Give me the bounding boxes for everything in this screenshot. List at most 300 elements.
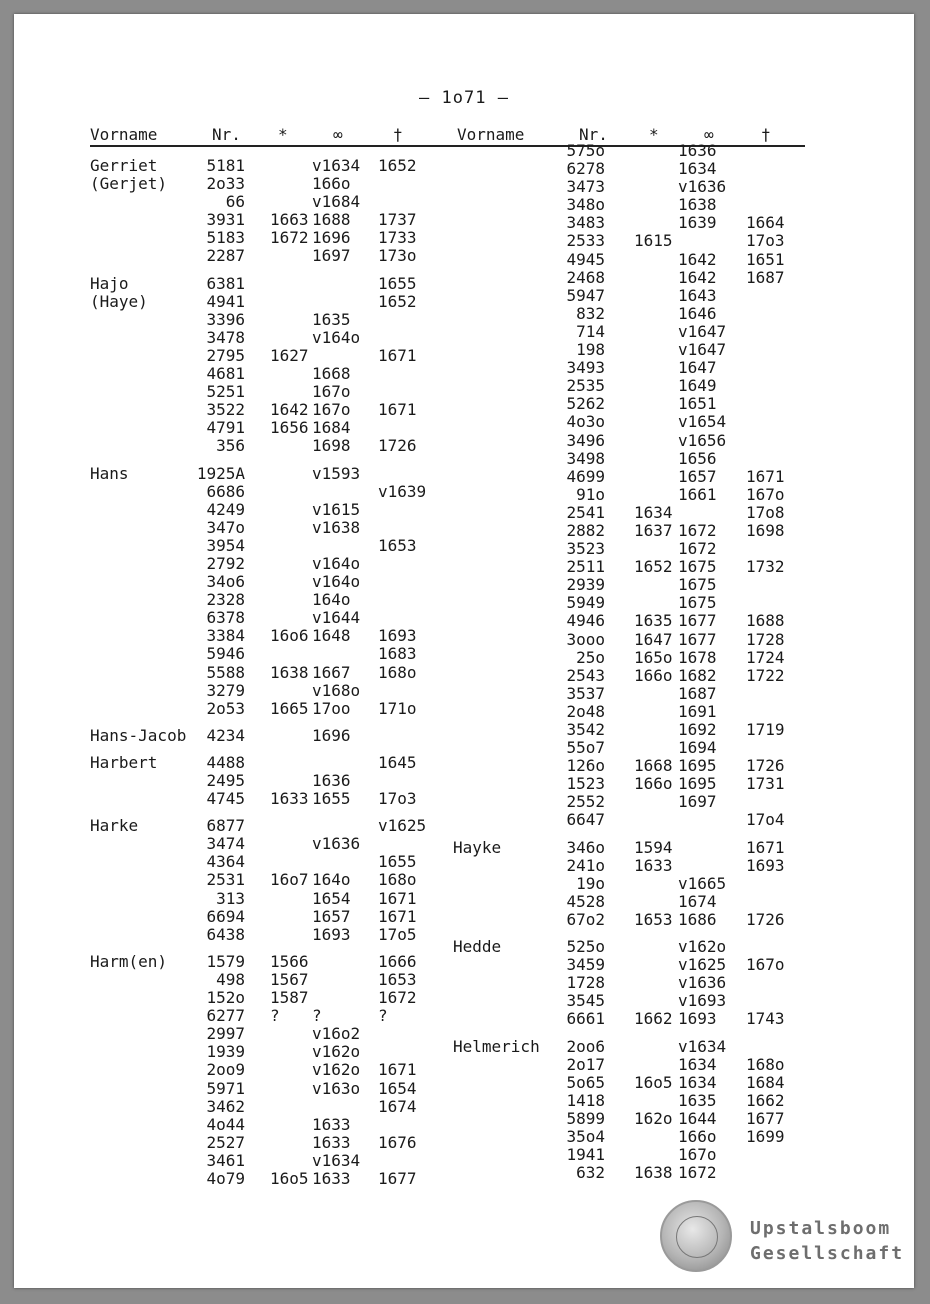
cell-death: 1666	[378, 951, 417, 971]
cell-marriage: v1644	[312, 608, 361, 628]
cell-nr: 2882	[566, 520, 605, 540]
cell-death: 1652	[378, 291, 417, 311]
header-death: †	[393, 125, 403, 144]
cell-marriage: 1635	[312, 309, 351, 329]
table-row	[453, 214, 813, 232]
cell-marriage: 1677	[678, 629, 717, 649]
cell-nr: 3496	[566, 430, 605, 450]
cell-marriage: 1692	[678, 720, 717, 739]
cell-death: 17o5	[378, 924, 417, 944]
cell-nr: 6647	[566, 810, 605, 830]
cell-marriage: v1647	[678, 340, 727, 360]
table-row	[453, 1128, 813, 1146]
cell-marriage: 1635	[678, 1090, 717, 1110]
table-row	[453, 413, 813, 431]
table-row	[453, 649, 813, 667]
table-row	[90, 908, 450, 926]
cell-death: 1737	[378, 210, 417, 230]
cell-nr: 346o	[566, 837, 605, 857]
header-birth: *	[649, 125, 659, 144]
cell-death: 1651	[746, 249, 785, 269]
cell-death: 1671	[378, 888, 417, 908]
cell-nr: 2533	[566, 231, 605, 251]
cell-death: 171o	[378, 698, 417, 718]
cell-death: 1693	[746, 855, 785, 875]
cell-marriage: v1636	[312, 834, 361, 854]
cell-nr: 6277	[206, 1006, 245, 1026]
cell-nr: 2o33	[206, 174, 245, 194]
table-row	[90, 419, 450, 437]
cell-nr: 241o	[566, 855, 605, 875]
cell-vorname: Hans	[90, 463, 129, 483]
cell-nr: 5251	[206, 382, 245, 402]
cell-death: 1662	[746, 1090, 785, 1110]
brand-line-2: Gesellschaft	[750, 1243, 905, 1264]
cell-nr: 91o	[576, 484, 605, 504]
cell-nr: 4o3o	[566, 412, 605, 432]
cell-nr: 2939	[566, 575, 605, 595]
cell-marriage: 1642	[678, 267, 717, 287]
cell-marriage: 166o	[678, 1126, 717, 1146]
table-row	[90, 1043, 450, 1061]
table-row	[90, 1007, 450, 1025]
cell-death: 1652	[378, 156, 417, 175]
table-row	[90, 437, 450, 455]
table-row	[453, 757, 813, 775]
table-row	[90, 401, 450, 419]
table-row	[90, 645, 450, 663]
table-row	[453, 558, 813, 576]
cell-marriage: v162o	[312, 1060, 361, 1080]
cell-nr: 714	[576, 321, 605, 341]
cell-nr: 4791	[206, 418, 245, 438]
cell-birth: 16o5	[270, 1168, 309, 1188]
cell-vorname: Hedde	[453, 937, 502, 957]
cell-nr: 3461	[206, 1150, 245, 1170]
cell-birth: 1567	[270, 969, 309, 989]
cell-nr: 2795	[206, 345, 245, 365]
cell-nr: 6686	[206, 481, 245, 501]
cell-marriage: 164o	[312, 590, 351, 610]
table-row	[90, 383, 450, 401]
table-row	[90, 311, 450, 329]
cell-death: 1726	[746, 756, 785, 776]
cell-nr: 126o	[566, 756, 605, 776]
table-row	[453, 142, 813, 160]
cell-marriage: 1651	[678, 394, 717, 414]
table-row	[453, 911, 813, 929]
cell-death: 1732	[746, 557, 785, 577]
cell-nr: 2287	[206, 246, 245, 266]
table-row	[453, 323, 813, 341]
cell-death: 17o3	[378, 789, 417, 809]
cell-nr: 4941	[206, 291, 245, 311]
cell-nr: 3279	[206, 680, 245, 700]
cell-marriage: 1636	[678, 141, 717, 160]
cell-nr: 498	[216, 969, 245, 989]
cell-death: 168o	[378, 870, 417, 890]
cell-death: 1693	[378, 626, 417, 646]
cell-nr: 3545	[566, 991, 605, 1011]
cell-marriage: 1633	[312, 1132, 351, 1152]
cell-birth: 1634	[634, 502, 673, 522]
cell-nr: 3498	[566, 448, 605, 468]
table-row	[453, 1056, 813, 1074]
cell-marriage: 1634	[678, 1072, 717, 1092]
cell-death: 1726	[378, 436, 417, 456]
cell-marriage: 1672	[678, 520, 717, 540]
cell-nr: 3478	[206, 327, 245, 347]
cell-nr: 3396	[206, 309, 245, 329]
cell-marriage: 1636	[312, 771, 351, 790]
cell-birth: 1635	[634, 611, 673, 631]
table-row	[453, 269, 813, 287]
cell-death: 1719	[746, 720, 785, 739]
cell-marriage: 1697	[678, 792, 717, 812]
table-row	[453, 160, 813, 178]
cell-marriage: v1656	[678, 430, 727, 450]
table-row	[90, 573, 450, 591]
cell-marriage: v1593	[312, 463, 361, 483]
cell-death: 168o	[378, 662, 417, 682]
table-row	[90, 790, 450, 808]
cell-nr: 347o	[206, 517, 245, 537]
cell-death: 17o3	[746, 231, 785, 251]
table-row	[453, 631, 813, 649]
table-row	[453, 522, 813, 540]
cell-death: 1671	[378, 400, 417, 420]
table-row	[453, 703, 813, 721]
cell-marriage: v1638	[312, 517, 361, 537]
cell-nr: 2527	[206, 1132, 245, 1152]
cell-marriage: 1672	[678, 1163, 717, 1183]
cell-nr: 4364	[206, 852, 245, 872]
table-row	[90, 211, 450, 229]
cell-marriage: 1657	[678, 466, 717, 486]
cell-nr: 1925A	[196, 463, 245, 483]
cell-death: 1688	[746, 611, 785, 631]
cell-marriage: 1693	[678, 1009, 717, 1029]
cell-marriage: v164o	[312, 327, 361, 347]
table-row	[453, 395, 813, 413]
table-row	[90, 193, 450, 211]
cell-birth: 1642	[270, 400, 309, 420]
cell-birth: 1668	[634, 756, 673, 776]
cell-birth: 16o6	[270, 626, 309, 646]
table-row	[453, 1164, 813, 1182]
cell-death: 1653	[378, 535, 417, 555]
cell-birth: 1647	[634, 629, 673, 649]
cell-marriage: 1634	[678, 159, 717, 179]
cell-death: 167o	[746, 955, 785, 975]
table-row	[453, 956, 813, 974]
cell-marriage: 1661	[678, 484, 717, 504]
cell-nr: 2792	[206, 553, 245, 573]
cell-nr: 35o4	[566, 1126, 605, 1146]
cell-marriage: 167o	[312, 400, 351, 420]
cell-nr: 3462	[206, 1096, 245, 1116]
cell-death: 1722	[746, 665, 785, 685]
cell-marriage: 1649	[678, 376, 717, 396]
cell-birth: 1633	[634, 855, 673, 875]
cell-nr: 2543	[566, 665, 605, 685]
cell-birth: 1663	[270, 210, 309, 230]
cell-death: 1684	[746, 1072, 785, 1092]
cell-marriage: v164o	[312, 553, 361, 573]
cell-death: 1687	[746, 267, 785, 287]
table-row	[453, 540, 813, 558]
cell-death: 1671	[378, 1060, 417, 1080]
cell-marriage: 1696	[312, 725, 351, 745]
table-row	[90, 247, 450, 265]
cell-nr: 1939	[206, 1042, 245, 1062]
table-row	[453, 857, 813, 875]
cell-nr: 6381	[206, 273, 245, 293]
cell-marriage: 1693	[312, 924, 351, 944]
table-row	[453, 667, 813, 685]
cell-marriage: 17oo	[312, 698, 351, 718]
cell-death: 1677	[378, 1168, 417, 1188]
cell-nr: 2o48	[566, 701, 605, 721]
cell-marriage: 1688	[312, 210, 351, 230]
page-number: – 1o71 –	[419, 88, 509, 108]
cell-nr: 5262	[566, 394, 605, 414]
cell-nr: 5899	[566, 1108, 605, 1128]
table-row	[90, 1152, 450, 1170]
table-row	[453, 251, 813, 269]
cell-birth: 1637	[634, 520, 673, 540]
cell-nr: 2468	[566, 267, 605, 287]
cell-birth: 1633	[270, 789, 309, 809]
table-row	[453, 196, 813, 214]
cell-nr: 55o7	[566, 738, 605, 758]
cell-death: 173o	[378, 246, 417, 266]
table-row	[453, 232, 813, 250]
cell-death: v1639	[378, 481, 427, 501]
cell-nr: 4946	[566, 611, 605, 631]
table-row	[453, 178, 813, 196]
table-row	[90, 1098, 450, 1116]
table-row	[90, 555, 450, 573]
cell-birth: 16o5	[634, 1072, 673, 1092]
cell-death: 1674	[378, 1096, 417, 1116]
cell-nr: 4o44	[206, 1114, 245, 1134]
cell-nr: 5971	[206, 1078, 245, 1098]
cell-birth: 1566	[270, 951, 309, 971]
cell-nr: 2997	[206, 1024, 245, 1044]
table-row	[453, 341, 813, 359]
cell-nr: 66	[225, 192, 245, 212]
cell-death: 1699	[746, 1126, 785, 1146]
cell-nr: 1523	[566, 774, 605, 794]
left-table	[90, 148, 450, 1188]
cell-nr: 1728	[566, 973, 605, 993]
table-row	[453, 504, 813, 522]
header-vorname: Vorname	[457, 125, 525, 144]
cell-nr: 3473	[566, 177, 605, 197]
cell-death: 1743	[746, 1009, 785, 1029]
cell-nr: 3384	[206, 626, 245, 646]
cell-nr: 2o53	[206, 698, 245, 718]
cell-nr: 3ooo	[566, 629, 605, 649]
cell-marriage: v16o2	[312, 1024, 361, 1044]
cell-marriage: v1636	[678, 177, 727, 197]
cell-nr: 3931	[206, 210, 245, 230]
table-row	[90, 175, 450, 193]
table-row	[90, 627, 450, 645]
cell-marriage: 1697	[312, 246, 351, 266]
cell-vorname: (Haye)	[90, 291, 148, 311]
table-row	[90, 926, 450, 944]
table-row	[90, 1080, 450, 1098]
cell-nr: 2511	[566, 557, 605, 577]
cell-death: 1726	[746, 909, 785, 929]
cell-marriage: 1695	[678, 774, 717, 794]
cell-nr: 5949	[566, 593, 605, 613]
cell-nr: 2541	[566, 502, 605, 522]
cell-marriage: 1687	[678, 683, 717, 703]
cell-nr: 5183	[206, 228, 245, 248]
table-row	[90, 853, 450, 871]
cell-birth: 166o	[634, 774, 673, 794]
cell-nr: 2552	[566, 792, 605, 812]
table-row	[453, 1074, 813, 1092]
cell-marriage: v162o	[678, 937, 727, 957]
table-row	[90, 347, 450, 365]
cell-nr: 1579	[206, 951, 245, 971]
cell-death: 1728	[746, 629, 785, 649]
table-row	[453, 1146, 813, 1164]
cell-marriage: v164o	[312, 572, 361, 592]
cell-marriage: v1634	[312, 156, 361, 175]
cell-marriage: 1654	[312, 888, 351, 908]
cell-marriage: 1698	[312, 436, 351, 456]
cell-nr: 2oo6	[566, 1036, 605, 1056]
cell-nr: 5947	[566, 285, 605, 305]
cell-birth: 1587	[270, 988, 309, 1008]
cell-nr: 3522	[206, 400, 245, 420]
cell-marriage: 1639	[678, 213, 717, 233]
cell-nr: 1941	[566, 1145, 605, 1165]
cell-marriage: v1693	[678, 991, 727, 1011]
cell-birth: 1672	[270, 228, 309, 248]
table-row	[453, 468, 813, 486]
cell-marriage: 1656	[678, 448, 717, 468]
cell-nr: 6438	[206, 924, 245, 944]
cell-nr: 348o	[566, 195, 605, 215]
cell-nr: 2oo9	[206, 1060, 245, 1080]
cell-death: 1671	[378, 345, 417, 365]
table-row	[453, 875, 813, 893]
cell-death: 1664	[746, 213, 785, 233]
cell-marriage: 1648	[312, 626, 351, 646]
table-row	[453, 811, 813, 829]
header-marriage: ∞	[333, 125, 343, 144]
cell-marriage: 1694	[678, 738, 717, 758]
cell-marriage: 1684	[312, 418, 351, 438]
table-row	[90, 293, 450, 311]
table-row	[453, 486, 813, 504]
table-row	[90, 682, 450, 700]
table-row	[90, 1134, 450, 1152]
table-row	[90, 953, 450, 971]
table-row	[453, 576, 813, 594]
cell-death: 1733	[378, 228, 417, 248]
table-row	[90, 1170, 450, 1188]
cell-nr: 1418	[566, 1090, 605, 1110]
cell-nr: 4681	[206, 364, 245, 384]
table-row	[453, 612, 813, 630]
cell-marriage: 1642	[678, 249, 717, 269]
table-row	[453, 775, 813, 793]
cell-marriage: v1615	[312, 499, 361, 519]
cell-nr: 3474	[206, 834, 245, 854]
cell-death: 1653	[378, 969, 417, 989]
cell-vorname: (Gerjet)	[90, 174, 168, 194]
cell-nr: 575o	[566, 141, 605, 160]
cell-birth: 162o	[634, 1108, 673, 1128]
table-row	[90, 483, 450, 501]
cell-nr: 3954	[206, 535, 245, 555]
row-gap	[90, 456, 450, 465]
table-row	[90, 754, 450, 772]
table-row	[90, 609, 450, 627]
table-row	[453, 1092, 813, 1110]
cell-death: 1671	[378, 906, 417, 926]
cell-birth: 16o7	[270, 870, 309, 890]
cell-death: 1645	[378, 752, 417, 772]
table-row	[90, 890, 450, 908]
header-marriage: ∞	[704, 125, 714, 144]
cell-marriage: 1644	[678, 1108, 717, 1128]
cell-vorname: Hayke	[453, 837, 502, 857]
cell-marriage: 1677	[678, 611, 717, 631]
table-row	[453, 287, 813, 305]
cell-marriage: 1633	[312, 1168, 351, 1188]
cell-marriage: 1655	[312, 789, 351, 809]
table-row	[90, 871, 450, 889]
cell-vorname: Hans-Jacob	[90, 725, 187, 745]
cell-nr: 2328	[206, 590, 245, 610]
cell-marriage: v168o	[312, 680, 361, 700]
cell-birth: 1665	[270, 698, 309, 718]
cell-nr: 5o65	[566, 1072, 605, 1092]
cell-marriage: ?	[312, 1006, 322, 1026]
table-row	[453, 1038, 813, 1056]
cell-nr: 2531	[206, 870, 245, 890]
table-row	[453, 594, 813, 612]
table-row	[453, 739, 813, 757]
cell-nr: 6278	[566, 159, 605, 179]
cell-marriage: 1691	[678, 701, 717, 721]
cell-death: 1677	[746, 1108, 785, 1128]
cell-marriage: v162o	[312, 1042, 361, 1062]
cell-marriage: v1634	[312, 1150, 361, 1170]
table-row	[453, 839, 813, 857]
cell-nr: 313	[216, 888, 245, 908]
table-row	[453, 938, 813, 956]
table-row	[90, 591, 450, 609]
row-gap	[453, 929, 813, 938]
table-row	[453, 377, 813, 395]
cell-death: 1731	[746, 774, 785, 794]
header-birth: *	[278, 125, 288, 144]
cell-death: 1654	[378, 1078, 417, 1098]
header-nr: Nr.	[212, 125, 241, 144]
cell-birth: 1638	[270, 662, 309, 682]
cell-nr: 4234	[206, 725, 245, 745]
table-row	[453, 992, 813, 1010]
